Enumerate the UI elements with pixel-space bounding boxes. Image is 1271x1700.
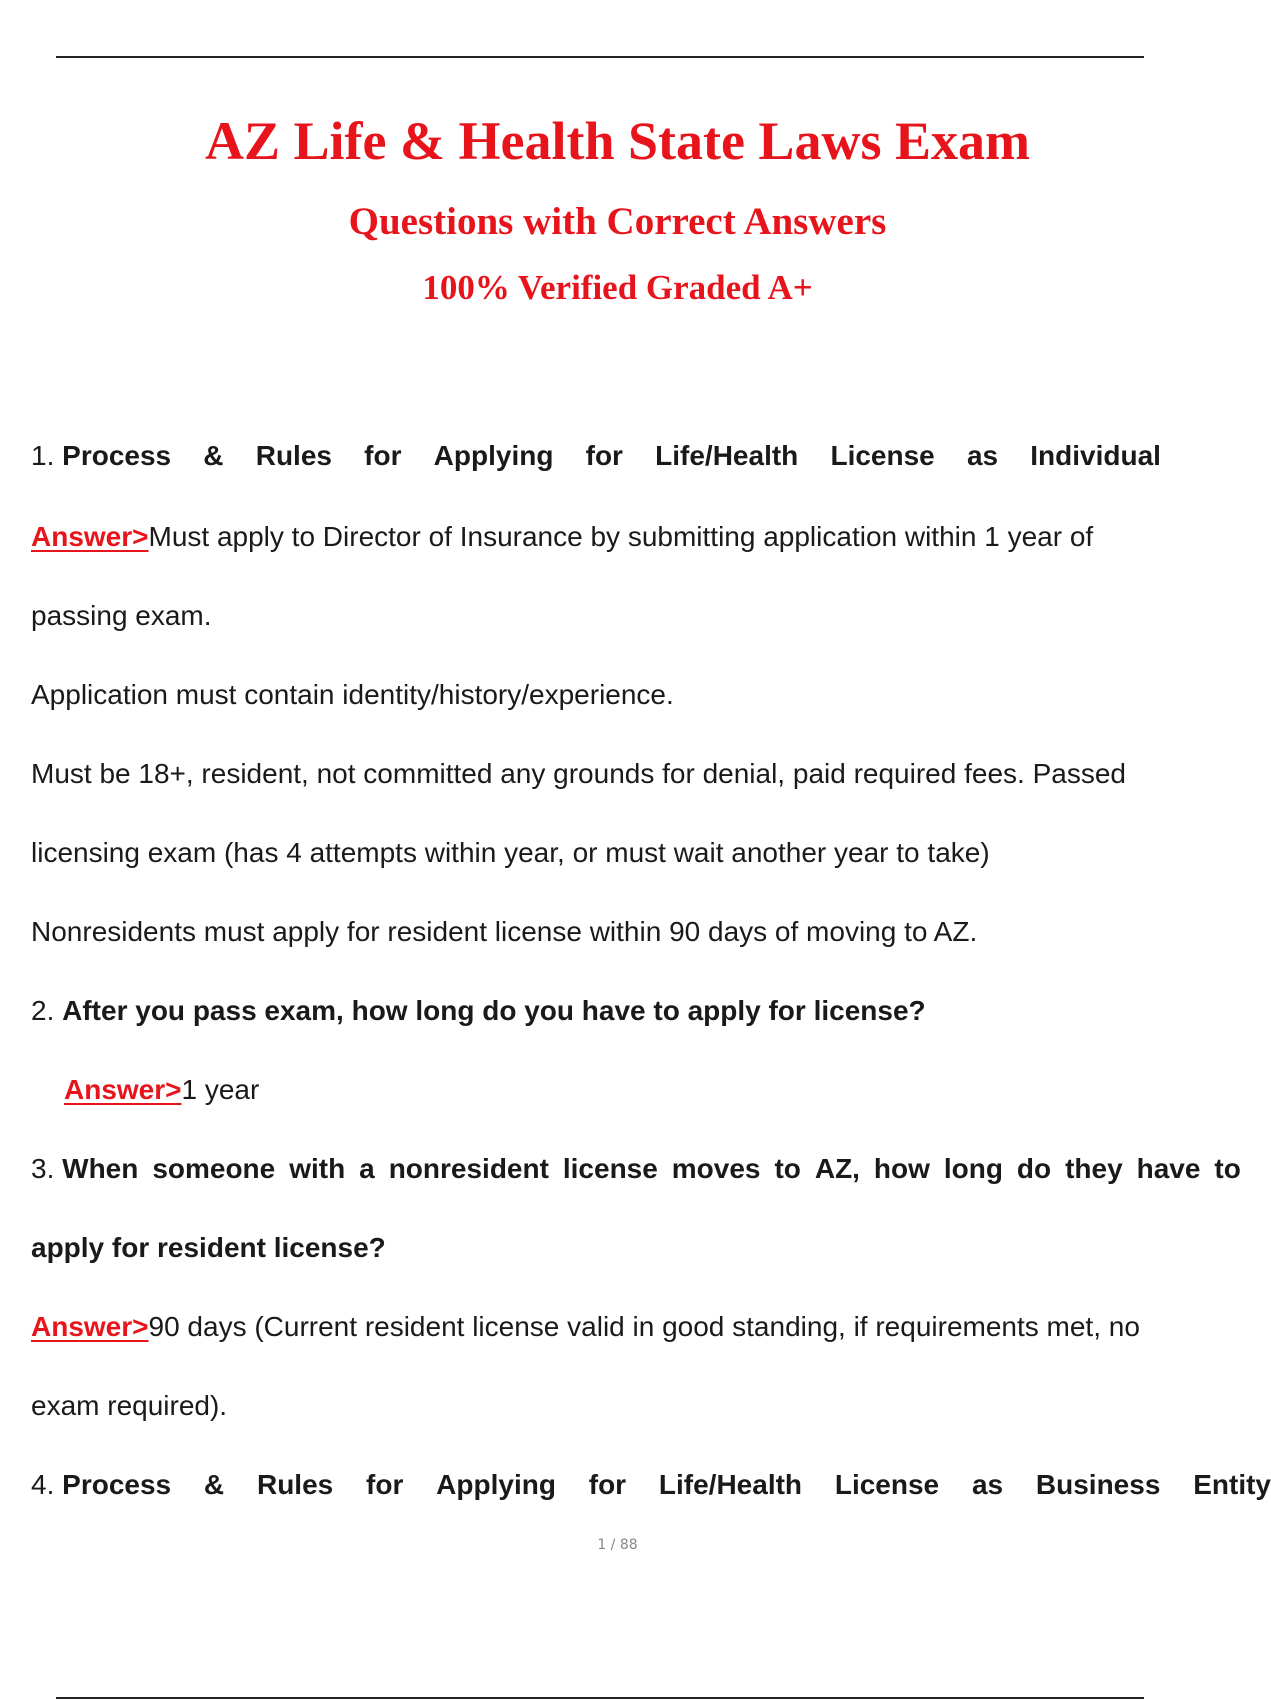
question-4-word: as bbox=[971, 1469, 1004, 1500]
question-3-word: AZ, bbox=[814, 1153, 860, 1184]
question-1-word: & bbox=[203, 440, 224, 471]
question-4-word: License bbox=[834, 1469, 940, 1500]
question-3-word: a bbox=[359, 1153, 375, 1184]
question-3-word: someone bbox=[152, 1153, 276, 1184]
question-3-word: to bbox=[774, 1153, 801, 1184]
question-1 bbox=[31, 438, 1161, 474]
document-subtitle: Questions with Correct Answers bbox=[348, 200, 887, 243]
question-4-word: Entity bbox=[1193, 1469, 1271, 1500]
question-3-word: do bbox=[1016, 1153, 1052, 1184]
answer-label: Answer> bbox=[64, 1074, 182, 1105]
document-title: AZ Life & Health State Laws Exam bbox=[205, 111, 1030, 171]
question-3-word: license bbox=[562, 1153, 658, 1184]
question-4 bbox=[31, 1467, 1271, 1503]
question-4-word: & bbox=[203, 1469, 225, 1500]
answer-3-line-2: exam required). bbox=[31, 1390, 228, 1421]
question-3-word: with bbox=[289, 1153, 346, 1184]
question-3-first-word: 3. When bbox=[31, 1153, 139, 1184]
question-3-word: they bbox=[1065, 1153, 1123, 1184]
question-1-word: as bbox=[966, 440, 999, 471]
answer-1-line-2: passing exam. bbox=[31, 600, 212, 631]
answer-1-line-5: licensing exam (has 4 attempts within year, or must wait another year to take) bbox=[31, 837, 990, 868]
question-3-word: moves bbox=[671, 1153, 761, 1184]
question-4-word: Rules bbox=[256, 1469, 334, 1500]
question-4-word: for bbox=[588, 1469, 627, 1500]
question-1-word: Individual bbox=[1030, 440, 1161, 471]
question-1-word: License bbox=[830, 440, 935, 471]
question-3-line-2: apply for resident license? bbox=[31, 1232, 386, 1263]
question-3-word: long bbox=[943, 1153, 1003, 1184]
question-1-word: Applying bbox=[433, 440, 554, 471]
top-rule bbox=[56, 56, 1144, 58]
answer-1-line-1: Answer>Must apply to Director of Insurance by submitting application within 1 year of bbox=[31, 521, 1094, 552]
answer-label: Answer> bbox=[31, 521, 149, 552]
question-1-word: for bbox=[585, 440, 623, 471]
answer-1-line-3: Application must contain identity/history/experience. bbox=[31, 679, 674, 710]
answer-label: Answer> bbox=[31, 1311, 149, 1342]
question-3-line-1 bbox=[31, 1151, 1241, 1187]
question-3-word: to bbox=[1214, 1153, 1241, 1184]
answer-1-line-4: Must be 18+, resident, not committed any grounds for denial, paid required fees. Passed bbox=[31, 758, 1126, 789]
answer-3-line-1: Answer>90 days (Current resident license valid in good standing, if requirements met, no bbox=[31, 1311, 1140, 1342]
question-1-word: for bbox=[364, 440, 402, 471]
question-3-word: have bbox=[1136, 1153, 1201, 1184]
question-4-first-word: 4. Process bbox=[31, 1469, 172, 1500]
bottom-rule bbox=[56, 1697, 1144, 1699]
answer-2: Answer>1 year bbox=[64, 1074, 260, 1105]
question-4-word: for bbox=[366, 1469, 404, 1500]
question-1-word: Life/Health bbox=[655, 440, 799, 471]
question-4-word: Business bbox=[1035, 1469, 1161, 1500]
question-3-word: how bbox=[873, 1153, 930, 1184]
question-4-word: Applying bbox=[436, 1469, 556, 1500]
page-indicator: 1 / 88 bbox=[597, 1537, 638, 1553]
document-tagline: 100% Verified Graded A+ bbox=[422, 268, 813, 307]
question-1-first-word: 1. Process bbox=[31, 440, 172, 471]
question-4-word: Life/Health bbox=[658, 1469, 803, 1500]
question-1-word: Rules bbox=[255, 440, 332, 471]
question-2: 2. After you pass exam, how long do you have to apply for license? bbox=[31, 995, 926, 1026]
question-3-word: nonresident bbox=[388, 1153, 549, 1184]
answer-1-line-6: Nonresidents must apply for resident license within 90 days of moving to AZ. bbox=[31, 916, 978, 947]
